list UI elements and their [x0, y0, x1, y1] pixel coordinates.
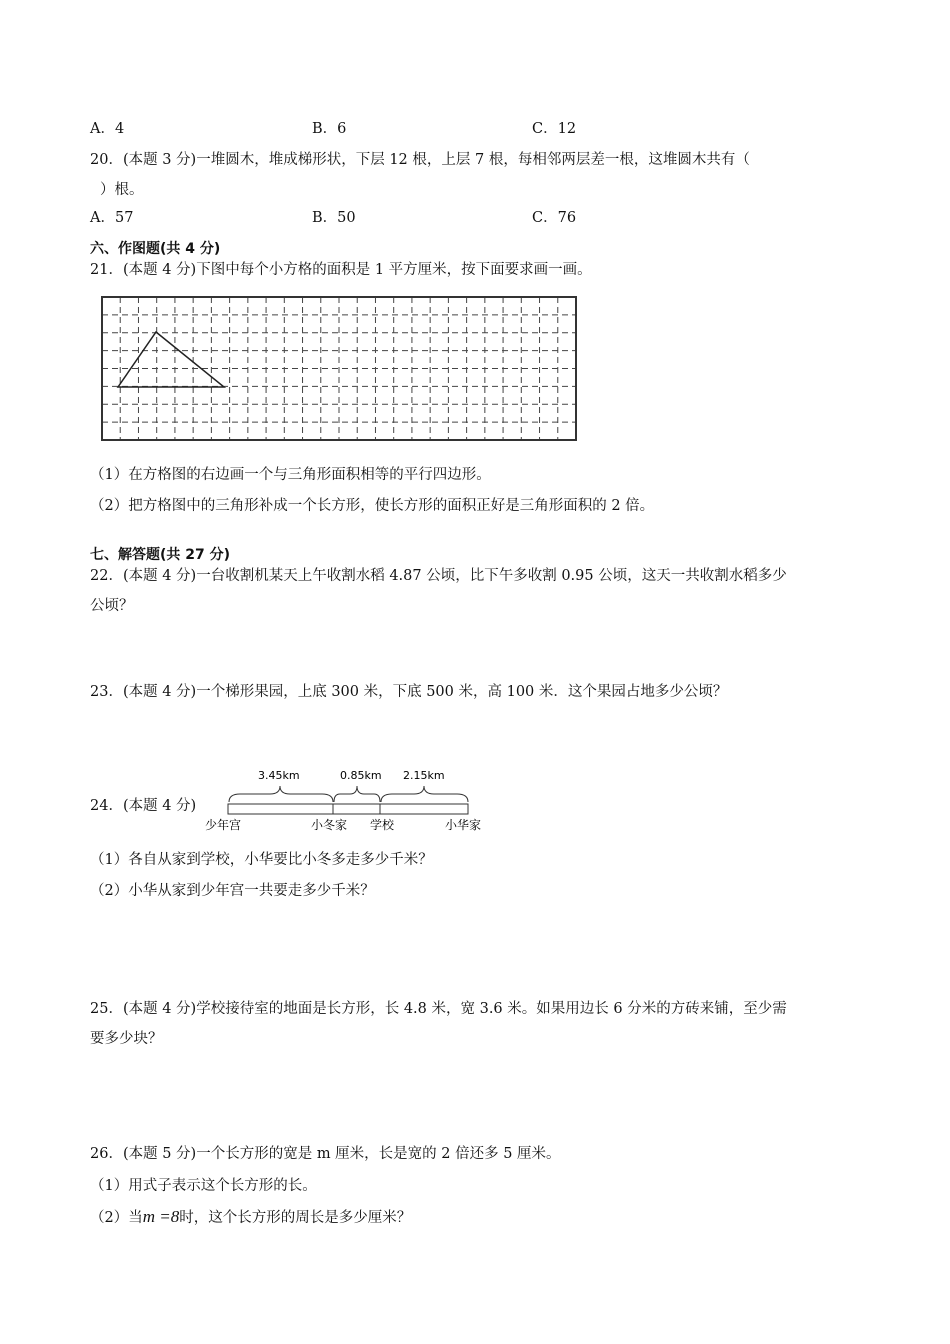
q21-grid-figure [100, 295, 580, 443]
q25-stem-line2: 要多少块？ [90, 1031, 163, 1047]
place-label-2: 小冬家 [311, 818, 348, 832]
distance-label-1: 3.45km [258, 769, 300, 782]
q26-part2 [90, 1206, 411, 1227]
place-label-1: 少年宫 [205, 818, 242, 832]
q20-option-c: C．76 [532, 210, 577, 226]
q22-stem-line2: 公顷？ [90, 598, 134, 614]
distance-label-2: 0.85km [340, 769, 382, 782]
q26-stem: 26．(本题 5 分)一个长方形的宽是 m 厘米，长是宽的 2 倍还多 5 厘米。 [90, 1146, 561, 1162]
section6-heading: 六、作图题(共 4 分) [90, 241, 221, 257]
q25-stem-line1: 25．(本题 4 分)学校接待室的地面是长方形，长 4.8 米，宽 3.6 米。如果用边长 6 分米的方砖来铺，至少需 [90, 1001, 787, 1017]
distance-label-3: 2.15km [403, 769, 445, 782]
triangle-shape [118, 332, 224, 387]
q24-stem: 24．(本题 4 分) [90, 798, 197, 814]
q19-option-c: C．12 [532, 121, 577, 137]
q19-option-b: B．6 [312, 121, 347, 137]
q21-part2: （2）把方格图中的三角形补成一个长方形，使长方形的面积正好是三角形面积的 2 倍。 [90, 498, 655, 514]
place-label-3: 学校 [370, 818, 395, 832]
q20-stem-line2: ）根。 [100, 182, 144, 198]
q22-stem-line1: 22．(本题 4 分)一台收割机某天上午收割水稻 4.87 公顷，比下午多收割 0.95 公顷，这天一共收割水稻多少 [90, 568, 787, 584]
q26-part1: （1）用式子表示这个长方形的长。 [90, 1178, 317, 1194]
q23-stem: 23．(本题 4 分)一个梯形果园，上底 300 米，下底 500 米，高 100 米．这个果园占地多少公顷？ [90, 684, 728, 700]
q20-stem-line1: 20．(本题 3 分)一堆圆木，堆成梯形状，下层 12 根，上层 7 根，每相邻两层差一根，这堆圆木共有（ [90, 152, 750, 168]
q19-option-a: A．4 [90, 121, 125, 137]
q26-part2-prefix: （2）当 [90, 1210, 143, 1226]
place-label-4: 小华家 [445, 818, 482, 832]
q20-option-b: B．50 [312, 210, 356, 226]
q26-part2-suffix: 时，这个长方形的周长是多少厘米？ [179, 1210, 412, 1226]
q20-option-a: A．57 [90, 210, 134, 226]
q24-part1: （1）各自从家到学校，小华要比小冬多走多少千米？ [90, 852, 433, 868]
section7-heading: 七、解答题(共 27 分) [90, 547, 231, 563]
q21-part1: （1）在方格图的右边画一个与三角形面积相等的平行四边形。 [90, 467, 491, 483]
q24-distance-diagram [200, 762, 500, 837]
q24-part2: （2）小华从家到少年宫一共要走多少千米？ [90, 883, 375, 899]
q21-stem: 21．(本题 4 分)下图中每个小方格的面积是 1 平方厘米，按下面要求画一画。 [90, 262, 592, 278]
q26-part2-math: m =8 [142, 1207, 180, 1226]
